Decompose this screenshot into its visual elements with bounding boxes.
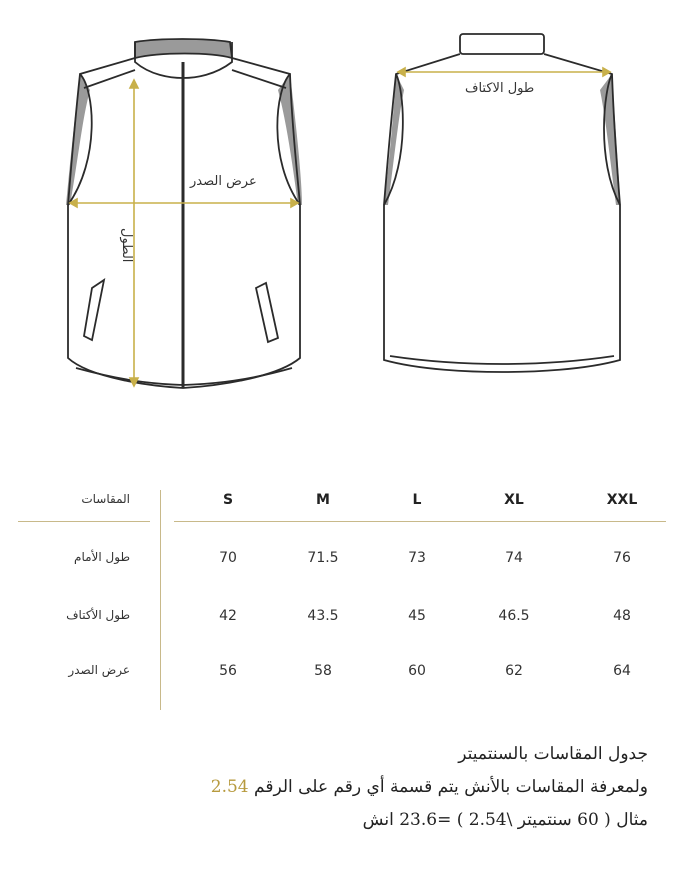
- note-line-2: [48, 771, 648, 804]
- measurement-notes: [48, 738, 648, 837]
- table-cell: 74: [505, 550, 523, 566]
- table-vertical-divider: [160, 490, 161, 710]
- size-table: [0, 470, 700, 720]
- table-cell: 43.5: [307, 608, 339, 624]
- row-label-shoulder-length: طول الأكتاف: [66, 608, 130, 622]
- conversion-factor: 2.54: [210, 777, 249, 797]
- table-header-divider-right: [174, 521, 666, 522]
- table-cell: 73: [408, 550, 426, 566]
- table-cell: 45: [408, 608, 426, 624]
- table-cell: 70: [219, 550, 237, 566]
- note-line-2-text: ولمعرفة المقاسات بالأنش يتم قسمة أي رقم على الرقم: [254, 777, 648, 797]
- row-label-front-length: طول الأمام: [74, 550, 130, 564]
- table-cell: 64: [613, 663, 631, 679]
- table-cell: 60: [408, 663, 426, 679]
- note-line-1: جدول المقاسات بالسنتميتر: [458, 744, 648, 764]
- length-label: الطول: [119, 228, 134, 263]
- table-cell: 48: [613, 608, 631, 624]
- table-cell: 46.5: [498, 608, 530, 624]
- size-header: XL: [504, 492, 524, 508]
- table-cell: 71.5: [307, 550, 339, 566]
- back-measure-line: [398, 68, 610, 76]
- shoulder-length-label: طول الاكتاف: [465, 81, 535, 96]
- table-cell: 76: [613, 550, 631, 566]
- table-header-divider-left: [18, 521, 150, 522]
- note-line-3: مثال ( 60 سنتميتر \2.54 ) =23.6 انش: [362, 810, 648, 830]
- chest-width-label: عرض الصدر: [190, 174, 257, 189]
- row-label-chest-width: عرض الصدر: [68, 663, 130, 677]
- table-cell: 42: [219, 608, 237, 624]
- vest-diagram: [0, 0, 700, 420]
- size-header: XXL: [606, 492, 638, 508]
- vest-illustration: [0, 0, 700, 420]
- table-cell: 56: [219, 663, 237, 679]
- size-header: L: [412, 492, 422, 508]
- sizes-header-label: المقاسات: [81, 492, 130, 506]
- table-cell: 58: [314, 663, 332, 679]
- front-vest: [66, 39, 302, 388]
- size-header: M: [316, 492, 330, 508]
- table-cell: 62: [505, 663, 523, 679]
- size-header: S: [222, 492, 234, 508]
